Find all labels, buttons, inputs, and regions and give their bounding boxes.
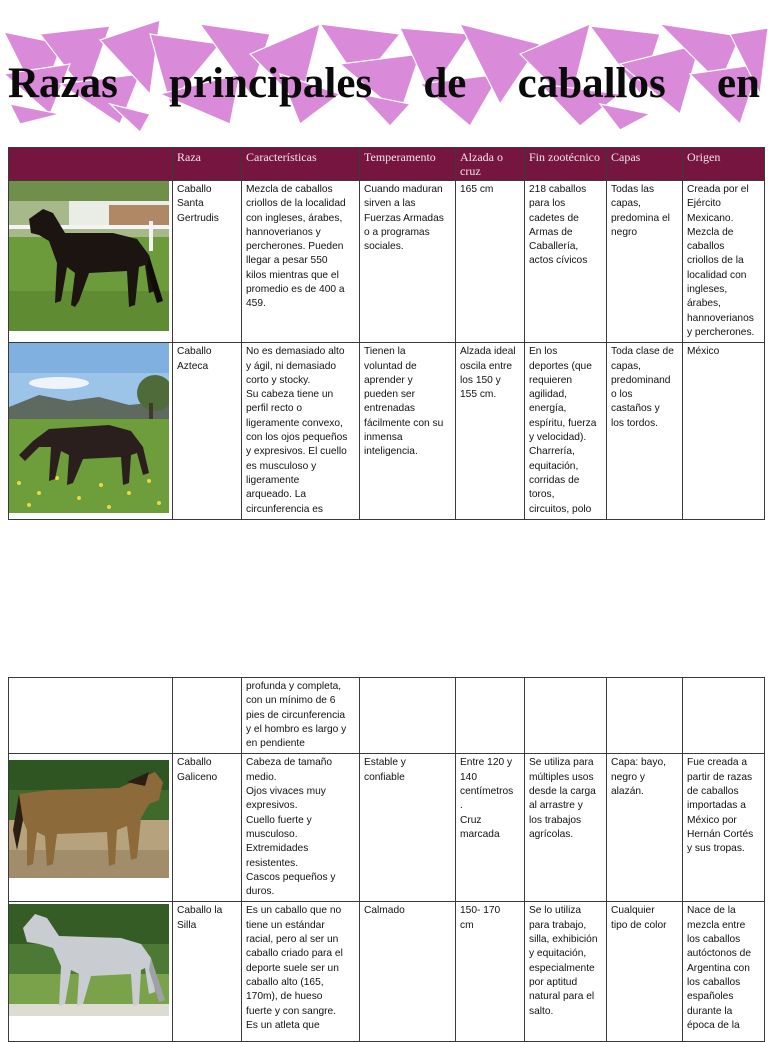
- text-line: y sus tropas.: [687, 843, 745, 855]
- text-line: durante la: [687, 1005, 733, 1017]
- column-header: Alzada o cruz: [456, 148, 525, 181]
- table-row: [9, 181, 765, 343]
- text-line: Fue creada a: [687, 757, 748, 769]
- text-line: Se utiliza para: [529, 757, 594, 769]
- capas-cell: [607, 678, 683, 754]
- text-line: partir de razas: [687, 771, 753, 783]
- text-line: y expresivos. El cuello: [246, 446, 347, 458]
- caracteristicas-cell: [242, 678, 360, 754]
- column-header: Fin zootécnico: [525, 148, 607, 181]
- text-line: Extremidades: [246, 843, 309, 855]
- table-row: [9, 343, 765, 520]
- text-line: Fuerzas Armadas: [364, 212, 444, 224]
- caracteristicas-text: [246, 345, 355, 517]
- text-line: equitación,: [529, 460, 579, 472]
- caracteristicas-cell: [242, 754, 360, 902]
- text-line: capas,: [611, 360, 642, 372]
- text-line: Capa: bayo,: [611, 757, 666, 769]
- column-header: Origen: [683, 148, 765, 181]
- photo-cell: [9, 181, 173, 343]
- text-line: perfil recto o: [246, 403, 303, 415]
- text-line: Hernán Cortés: [687, 828, 754, 840]
- table-row: [9, 754, 765, 902]
- text-line: musculoso.: [246, 828, 298, 840]
- fin-cell: [525, 343, 607, 520]
- text-line: caballo alto (165,: [246, 976, 324, 988]
- temperamento-text: [364, 183, 451, 254]
- text-line: cadetes de: [529, 212, 579, 224]
- text-line: sociales.: [364, 241, 404, 253]
- text-line: de caballos: [687, 786, 739, 798]
- text-line: para los: [529, 198, 566, 210]
- title-banner: [0, 14, 768, 134]
- horse-breeds-table: [8, 147, 765, 520]
- table-row-continued: [9, 678, 765, 754]
- text-line: al arrastre y: [529, 800, 583, 812]
- text-line: por aptitud: [529, 976, 578, 988]
- text-line: Silla: [177, 919, 197, 931]
- raza-cell: [173, 343, 242, 520]
- text-line: Mexicano.: [687, 212, 734, 224]
- text-line: caballos: [687, 241, 725, 253]
- text-line: 218 caballos: [529, 184, 587, 195]
- text-line: 170m), de hueso: [246, 991, 323, 1003]
- text-line: ligeramente convexo,: [246, 417, 343, 429]
- caracteristicas-text: [246, 680, 355, 751]
- text-line: caballo criado para el: [246, 948, 343, 960]
- text-line: y el hombro es largo y: [246, 723, 347, 735]
- fin-cell: [525, 902, 607, 1042]
- text-line: centímetros: [460, 786, 514, 798]
- text-line: para trabajo,: [529, 919, 587, 931]
- text-line: kilos mientras que el: [246, 269, 339, 281]
- fin-text: [529, 904, 602, 1018]
- capas-cell: [607, 343, 683, 520]
- text-line: Charrería,: [529, 446, 575, 458]
- text-line: 155 cm.: [460, 389, 497, 401]
- capas-text: [611, 756, 678, 799]
- text-line: deporte suele ser un: [246, 962, 339, 974]
- text-line: tiene un estándar: [246, 919, 325, 931]
- text-line: Cualquier: [611, 905, 655, 917]
- caracteristicas-cell: [242, 902, 360, 1042]
- text-line: con un mínimo de 6: [246, 695, 336, 707]
- text-line: entrenadas: [364, 403, 415, 415]
- text-line: arqueado. La: [246, 489, 307, 501]
- text-line: Caballo: [177, 757, 212, 769]
- text-line: y equitación,: [529, 948, 587, 960]
- temperamento-cell: [360, 343, 456, 520]
- column-header: Raza: [173, 148, 242, 181]
- text-line: deportes (que: [529, 360, 592, 372]
- origen-text: [687, 345, 760, 359]
- alzada-cell: [456, 678, 525, 754]
- text-line: Su cabeza tiene un: [246, 389, 334, 401]
- alzada-cell: [456, 754, 525, 902]
- text-line: corto y stocky.: [246, 374, 311, 386]
- text-line: confiable: [364, 771, 405, 783]
- text-line: Armas de: [529, 226, 573, 238]
- text-line: Caballo: [177, 184, 212, 195]
- origen-text: [687, 183, 760, 340]
- text-line: Alzada ideal: [460, 346, 516, 358]
- bay-horse-photo: [9, 760, 169, 878]
- text-line: Gertrudis: [177, 212, 219, 224]
- raza-cell: [173, 754, 242, 902]
- text-line: y velocidad).: [529, 432, 587, 444]
- text-line: pueden ser: [364, 389, 415, 401]
- text-line: 140: [460, 771, 477, 783]
- photo-cell: [9, 343, 173, 520]
- text-line: agilidad,: [529, 389, 567, 401]
- origen-cell: [683, 754, 765, 902]
- text-line: No es demasiado alto: [246, 346, 345, 358]
- text-line: En los: [529, 346, 558, 358]
- text-line: Es un caballo que no: [246, 905, 342, 917]
- text-line: Toda clase de: [611, 346, 674, 358]
- text-line: natural para el: [529, 991, 595, 1003]
- temperamento-cell: [360, 754, 456, 902]
- text-line: Se lo utiliza: [529, 905, 582, 917]
- text-line: es musculoso y: [246, 460, 317, 472]
- text-line: los 150 y: [460, 374, 501, 386]
- text-line: o a programas: [364, 226, 430, 238]
- capas-cell: [607, 754, 683, 902]
- text-line: fuerte y con sangre.: [246, 1005, 337, 1017]
- origen-cell: [683, 902, 765, 1042]
- text-line: voluntad de: [364, 360, 417, 372]
- text-line: criollos de la localidad: [246, 198, 346, 210]
- raza-text: [177, 345, 237, 374]
- text-line: Nace de la: [687, 905, 736, 917]
- caracteristicas-text: [246, 183, 355, 312]
- alzada-text: [460, 183, 520, 197]
- title-word: Razas: [8, 60, 118, 107]
- text-line: predominand: [611, 374, 671, 386]
- fin-text: [529, 183, 602, 269]
- grey-horse-photo: [9, 904, 169, 1016]
- capas-cell: [607, 902, 683, 1042]
- raza-text: [177, 183, 237, 226]
- column-header: Temperamento: [360, 148, 456, 181]
- title-word: en: [716, 60, 760, 107]
- text-line: Entre 120 y: [460, 757, 513, 769]
- text-line: negro: [611, 226, 638, 238]
- text-line: tipo de color: [611, 919, 667, 931]
- text-line: árabes,: [687, 298, 721, 310]
- text-line: resistentes.: [246, 857, 299, 869]
- capas-text: [611, 904, 678, 933]
- text-line: 150- 170: [460, 905, 501, 917]
- text-line: época de la: [687, 1019, 740, 1031]
- column-header-image: [9, 148, 173, 181]
- text-line: cm: [460, 919, 474, 931]
- text-line: llegar a pesar 550: [246, 255, 328, 267]
- text-line: México por: [687, 814, 737, 826]
- caracteristicas-cell: [242, 343, 360, 520]
- text-line: Ejército: [687, 198, 721, 210]
- photo-cell: [9, 678, 173, 754]
- alzada-cell: [456, 343, 525, 520]
- origen-cell: [683, 181, 765, 343]
- text-line: actos cívicos: [529, 255, 588, 267]
- table-row: [9, 902, 765, 1042]
- text-line: requieren: [529, 374, 573, 386]
- table-header-row: [9, 148, 765, 181]
- origen-cell: [683, 343, 765, 520]
- alzada-cell: [456, 181, 525, 343]
- text-line: Estable y: [364, 757, 406, 769]
- text-line: silla, exhibición: [529, 934, 598, 946]
- fin-cell: [525, 678, 607, 754]
- photo-cell: [9, 754, 173, 902]
- alzada-text: [460, 756, 520, 842]
- text-line: localidad con: [687, 269, 747, 281]
- text-line: sirven a las: [364, 198, 416, 210]
- text-line: autóctonos de: [687, 948, 752, 960]
- alzada-cell: [456, 902, 525, 1042]
- text-line: hannoverianos y: [246, 226, 321, 238]
- capas-cell: [607, 181, 683, 343]
- text-line: expresivos.: [246, 800, 298, 812]
- text-line: y percherones.: [687, 326, 755, 338]
- text-line: inmensa: [364, 432, 403, 444]
- text-line: importadas a: [687, 800, 746, 812]
- raza-cell: [173, 181, 242, 343]
- text-line: mezcla entre: [687, 919, 746, 931]
- text-line: o los: [611, 389, 633, 401]
- capas-text: [611, 183, 678, 240]
- text-line: criollos de la: [687, 255, 744, 267]
- text-line: Galiceno: [177, 771, 218, 783]
- text-line: desde la carga: [529, 786, 596, 798]
- caracteristicas-cell: [242, 181, 360, 343]
- page-title: [8, 58, 760, 110]
- text-line: circunferencia es: [246, 503, 324, 515]
- column-header: Características: [242, 148, 360, 181]
- text-line: los caballos: [687, 934, 741, 946]
- text-line: Caballo: [177, 346, 212, 358]
- text-line: corridas de: [529, 474, 580, 486]
- text-line: toros,: [529, 489, 555, 501]
- text-line: los caballos: [687, 976, 741, 988]
- text-line: hannoverianos: [687, 312, 754, 324]
- text-line: .: [460, 800, 463, 812]
- origen-text: [687, 904, 760, 1033]
- temperamento-cell: [360, 678, 456, 754]
- text-line: y ágil, ni demasiado: [246, 360, 337, 372]
- alzada-text: [460, 345, 520, 402]
- text-line: Caballo la: [177, 905, 223, 917]
- text-line: México: [687, 346, 720, 358]
- text-line: Cruz: [460, 814, 482, 826]
- raza-cell: [173, 902, 242, 1042]
- text-line: negro y: [611, 771, 645, 783]
- text-line: percherones. Pueden: [246, 241, 344, 253]
- title-word: de: [423, 60, 467, 107]
- raza-text: [177, 904, 237, 933]
- text-line: promedio es de 400 a: [246, 284, 345, 296]
- text-line: Cuello fuerte y: [246, 814, 312, 826]
- text-line: 165 cm: [460, 184, 494, 195]
- text-line: capas,: [611, 198, 642, 210]
- temperamento-cell: [360, 902, 456, 1042]
- temperamento-text: [364, 756, 451, 785]
- black-horse-photo: [9, 181, 169, 331]
- text-line: aprender y: [364, 374, 413, 386]
- photo-cell: [9, 902, 173, 1042]
- text-line: 459.: [246, 298, 266, 310]
- temperamento-cell: [360, 181, 456, 343]
- text-line: múltiples usos: [529, 771, 594, 783]
- text-line: marcada: [460, 828, 500, 840]
- fin-text: [529, 345, 602, 517]
- text-line: predomina el: [611, 212, 670, 224]
- text-line: circuitos, polo: [529, 503, 592, 515]
- text-line: españoles: [687, 991, 734, 1003]
- text-line: Calmado: [364, 905, 405, 917]
- text-line: Cascos pequeños y: [246, 871, 336, 883]
- capas-text: [611, 345, 678, 431]
- text-line: Tienen la: [364, 346, 406, 358]
- text-line: racial, pero al ser un: [246, 934, 339, 946]
- text-line: pies de circunferencia: [246, 709, 346, 721]
- text-line: Mezcla de caballos: [246, 184, 333, 195]
- dark-horse-grazing-photo: [9, 343, 169, 513]
- temperamento-text: [364, 345, 451, 459]
- origen-cell: [683, 678, 765, 754]
- text-line: los tordos.: [611, 417, 658, 429]
- alzada-text: [460, 904, 520, 933]
- text-line: agrícolas.: [529, 828, 574, 840]
- text-line: Santa: [177, 198, 204, 210]
- text-line: con ingleses, árabes,: [246, 212, 343, 224]
- fin-cell: [525, 754, 607, 902]
- text-line: oscila entre: [460, 360, 513, 372]
- text-line: salto.: [529, 1005, 554, 1017]
- text-line: profunda y completa,: [246, 681, 342, 692]
- text-line: duros.: [246, 886, 275, 898]
- text-line: energía,: [529, 403, 567, 415]
- title-word: principales: [169, 60, 373, 107]
- caracteristicas-text: [246, 904, 355, 1033]
- title-word: caballos: [517, 60, 666, 107]
- column-header: Capas: [607, 148, 683, 181]
- raza-cell: [173, 678, 242, 754]
- text-line: ingleses,: [687, 284, 728, 296]
- text-line: Es un atleta que: [246, 1019, 320, 1031]
- text-line: los trabajos: [529, 814, 582, 826]
- raza-text: [177, 756, 237, 785]
- text-line: en pendiente: [246, 738, 305, 750]
- text-line: Caballería,: [529, 241, 579, 253]
- text-line: castaños y: [611, 403, 660, 415]
- text-line: ligeramente: [246, 474, 300, 486]
- fin-text: [529, 756, 602, 842]
- fin-cell: [525, 181, 607, 343]
- text-line: Azteca: [177, 360, 209, 372]
- text-line: fácilmente con su: [364, 417, 444, 429]
- text-line: medio.: [246, 771, 277, 783]
- origen-text: [687, 756, 760, 856]
- text-line: Cabeza de tamaño: [246, 757, 333, 769]
- text-line: Todas las: [611, 184, 655, 195]
- temperamento-text: [364, 904, 451, 918]
- text-line: Mezcla de: [687, 226, 734, 238]
- text-line: con los ojos pequeños: [246, 432, 348, 444]
- horse-breeds-table-continued: [8, 677, 765, 1042]
- text-line: Ojos vivaces muy: [246, 786, 326, 798]
- text-line: Creada por el: [687, 184, 749, 195]
- text-line: especialmente: [529, 962, 595, 974]
- text-line: espíritu, fuerza: [529, 417, 597, 429]
- text-line: Cuando maduran: [364, 184, 443, 195]
- text-line: Argentina con: [687, 962, 750, 974]
- text-line: alazán.: [611, 786, 644, 798]
- text-line: inteligencia.: [364, 446, 418, 458]
- caracteristicas-text: [246, 756, 355, 899]
